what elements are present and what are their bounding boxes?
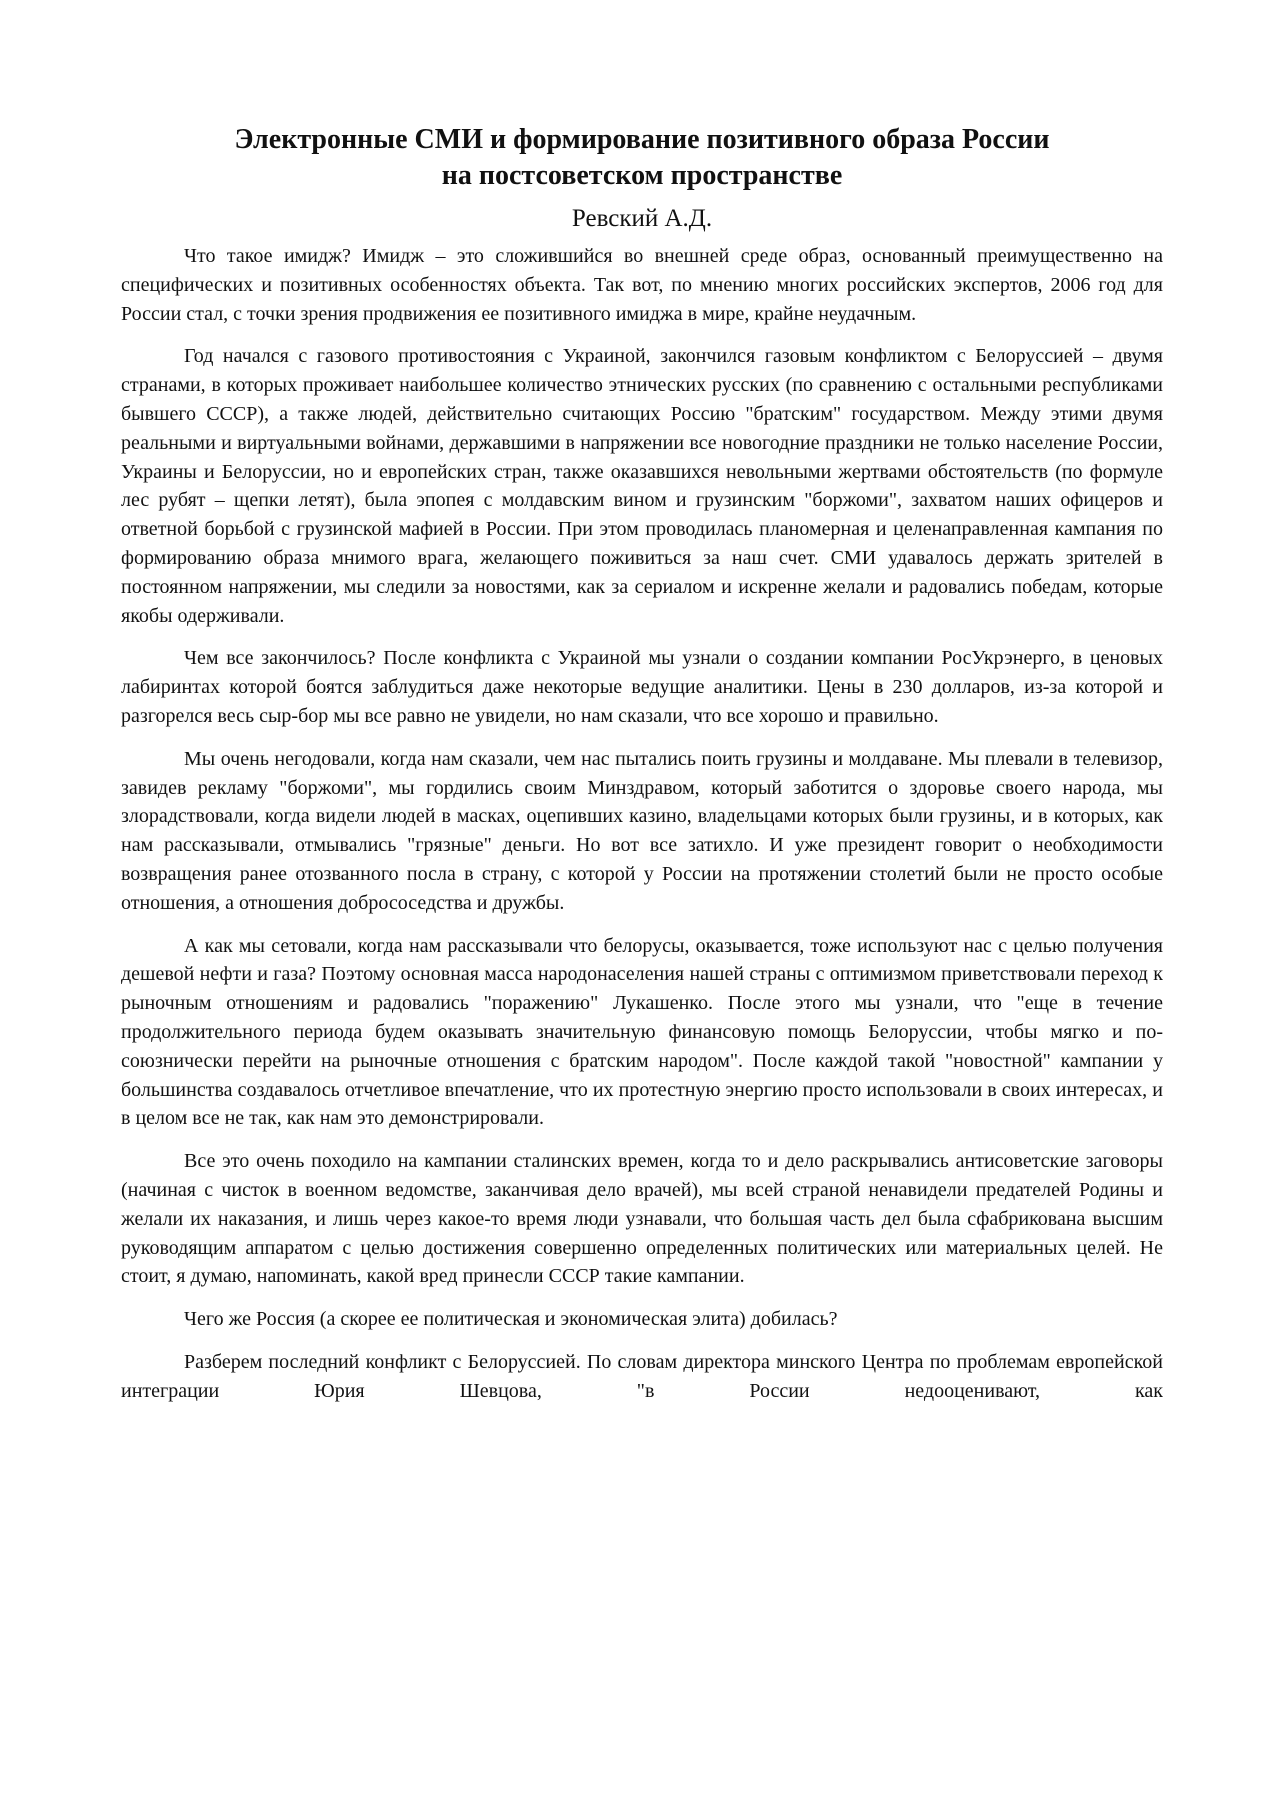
author: Ревский А.Д.	[571, 205, 713, 232]
document-title	[121, 122, 1163, 194]
title-line-2: на постсоветском пространстве	[441, 160, 843, 191]
paragraph: Все это очень походило на кампании сталинских времен, когда то и дело раскрывались антисоветские заговоры (начиная с чисток в военном ведомстве, заканчивая дело врачей), мы всей страной ненавидели предателей Родины и желали их наказания, и лишь через какое-то время люди узнавали, что большая часть дел была сфабрикована высшим руководящим аппаратом с целью достижения совершенно определенных политических или материальных целей. Не стоит, я думаю, напоминать, какой вред принесли СССР такие кампании.	[121, 1150, 1163, 1288]
paragraph: Чем все закончилось? После конфликта с Украиной мы узнали о создании компании РосУкрэнерго, в ценовых лабиринтах которой боятся заблудиться даже некоторые ведущие аналитики. Цены в 230 долларов, из-за которой и разгорелся весь сыр-бор мы все равно не увидели, но нам сказали, что все хорошо и правильно.	[121, 647, 1163, 727]
paragraph: Разберем последний конфликт с Белоруссией. По словам директора минского Центра по проблемам европейской интеграции Юрия Шевцова, "в России недооценивают, как	[121, 1350, 1163, 1402]
paragraph: Мы очень негодовали, когда нам сказали, чем нас пытались поить грузины и молдаване. Мы плевали в телевизор, завидев рекламу "боржоми", мы гордились своим Минздравом, который заботится о здоровье своего народа, мы злорадствовали, когда видели людей в масках, оцепивших казино, владельцами которых были грузины, и в которых, как нам рассказывали, отмывались "грязные" деньги. Но вот все затихло. И уже президент говорит о необходимости возвращения ранее отозванного посла в страну, с которой у России на протяжении столетий были не просто особые отношения, а отношения добрососедства и дружбы.	[121, 747, 1163, 914]
document-page	[121, 122, 1163, 1419]
paragraph: Чего же Россия (а скорее ее политическая и экономическая элита) добилась?	[184, 1308, 838, 1331]
paragraph: А как мы сетовали, когда нам рассказывали что белорусы, оказывается, тоже используют нас с целью получения дешевой нефти и газа? Поэтому основная масса народонаселения нашей страны с оптимизмом приветствовали переход к рыночным отношениям и радовались "поражению" Лукашенко. После этого мы узнали, что "еще в течение продолжительного периода будем оказывать значительную финансовую помощь Белоруссии, чтобы мягко и по-союзнически перейти на рыночные отношения с братским народом". После каждой такой "новостной" кампании у большинства создавалось отчетливое впечатление, что их протестную энергию просто использовали в своих интересах, и в целом все не так, как нам это демонстрировали.	[121, 934, 1163, 1130]
paragraph: Что такое имидж? Имидж – это сложившийся во внешней среде образ, основанный преимущественно на специфических и позитивных особенностях объекта. Так вот, по мнению многих российских экспертов, 2006 год для России стал, с точки зрения продвижения ее позитивного имиджа в мире, крайне неудачным.	[121, 245, 1163, 325]
title-line-1: Электронные СМИ и формирование позитивного образа России	[234, 124, 1050, 155]
paragraph: Год начался с газового противостояния с Украиной, закончился газовым конфликтом с Белоруссией – двумя странами, в которых проживает наибольшее количество этнических русских (по сравнению с остальными республиками бывшего СССР), а также людей, действительно считающих Россию "братским" государством. Между этими двумя реальными и виртуальными войнами, державшими в напряжении все новогодние праздники не только население России, Украины и Белоруссии, но и европейских стран, также оказавшихся невольными жертвами обстоятельств (по формуле лес рубят – щепки летят), была эпопея с молдавским вином и грузинским "боржоми", захватом наших офицеров и ответной борьбой с грузинской мафией в России. При этом проводилась планомерная и целенаправленная кампания по формированию образа мнимого врага, желающего поживиться за наш счет. СМИ удавалось держать зрителей в постоянном напряжении, мы следили за новостями, как за сериалом и искренне желали и радовались победам, которые якобы одерживали.	[121, 345, 1163, 627]
